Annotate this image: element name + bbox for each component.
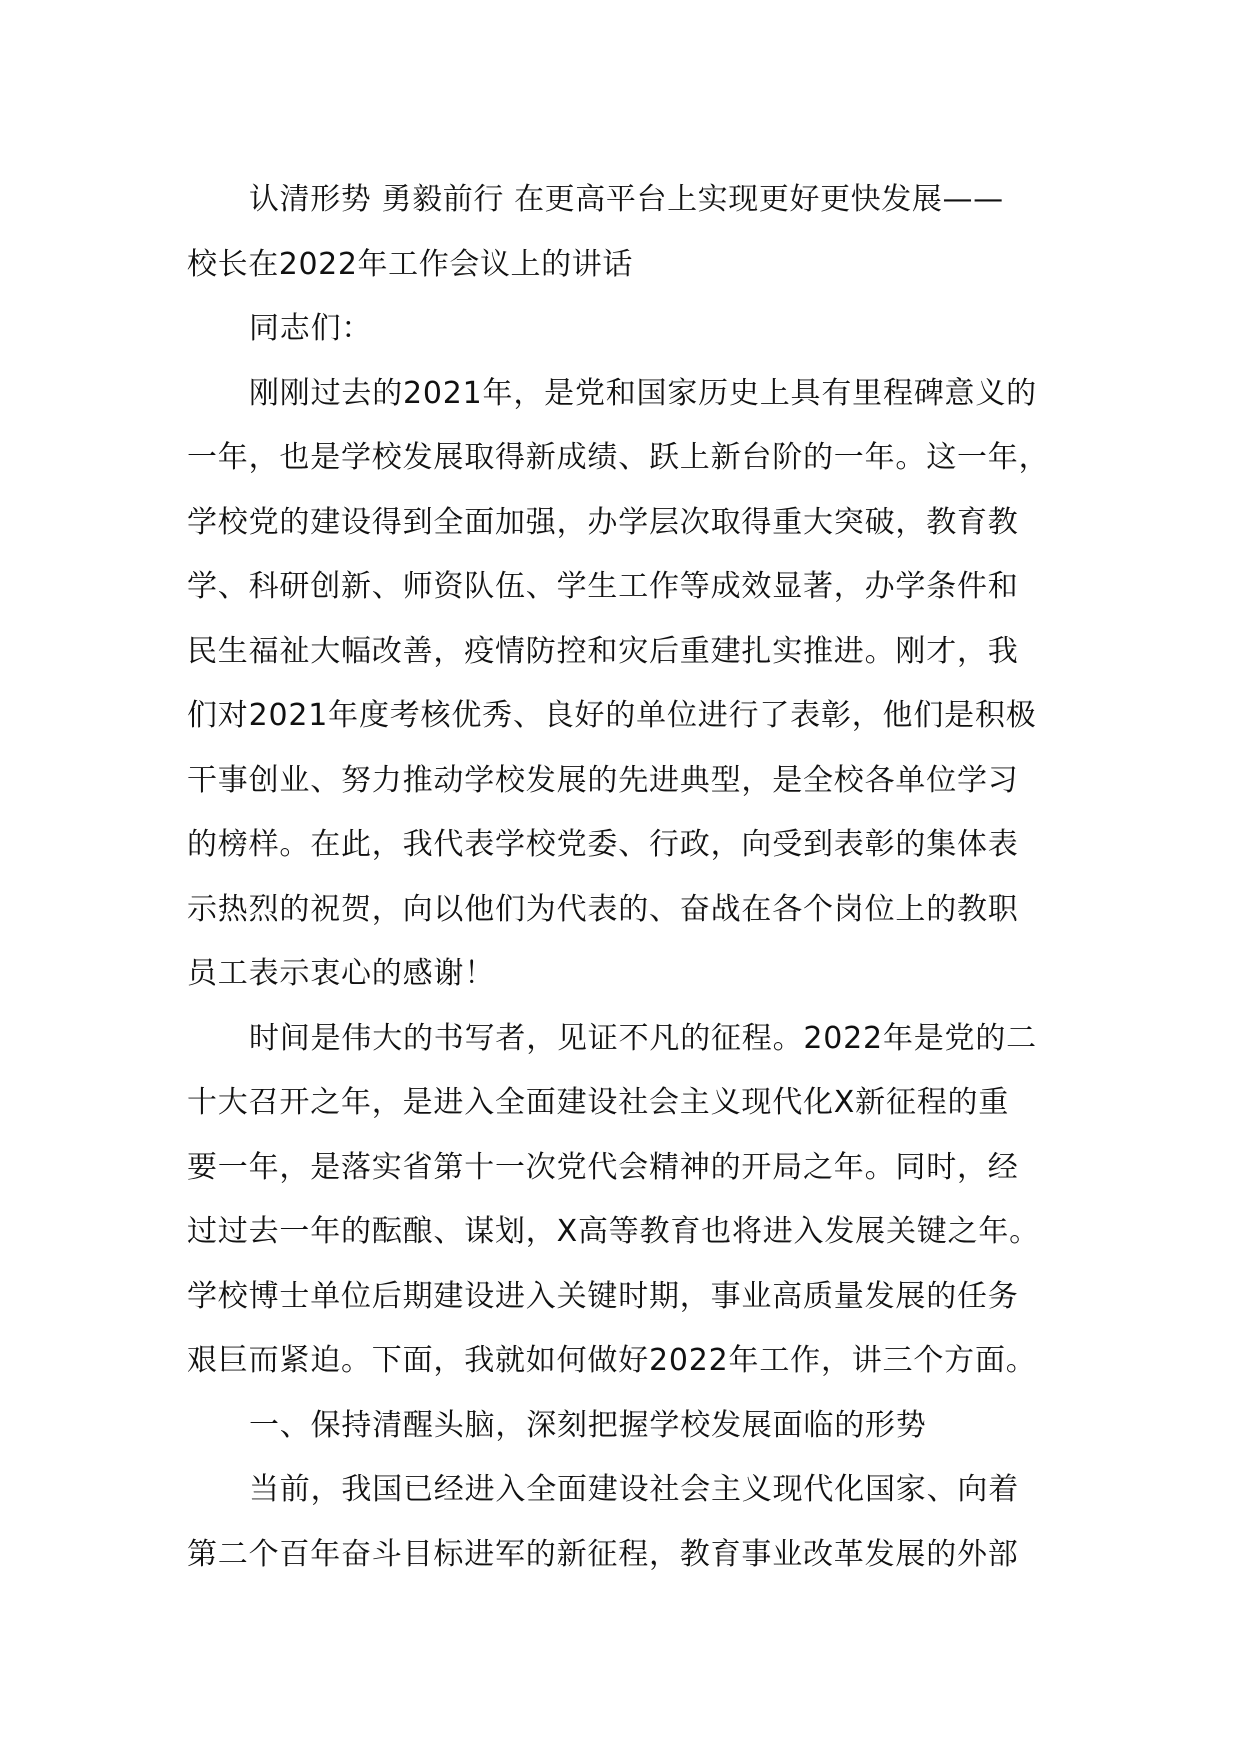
paragraph-2-line: 十大召开之年，是进入全面建设社会主义现代化X新征程的重: [187, 1085, 1010, 1120]
paragraph-1-line: 干事创业、努力推动学校发展的先进典型，是全校各单位学习: [187, 762, 1019, 798]
paragraph-1-line: 学、科研创新、师资队伍、学生工作等成效显著，办学条件和: [187, 569, 1019, 604]
document-body: [187, 168, 1067, 1587]
paragraph-3-line: 当前，我国已经进入全面建设社会主义现代化国家、向着: [249, 1472, 1019, 1507]
paragraph-2-line: 过过去一年的酝酿、谋划，X高等教育也将进入发展关键之年。: [187, 1214, 1040, 1249]
paragraph-1-line: 刚刚过去的2021年，是党和国家历史上具有里程碑意义的: [249, 375, 1037, 411]
salutation: 同志们：: [249, 311, 373, 346]
paragraph-1-line: 员工表示衷心的感谢！: [187, 956, 495, 991]
paragraph-1-line: 学校党的建设得到全面加强，办学层次取得重大突破，教育教: [187, 504, 1019, 540]
paragraph-1-line: 民生福祉大幅改善，疫情防控和灾后重建扎实推进。刚才，我: [187, 633, 1019, 669]
paragraph-1-line: 一年，也是学校发展取得新成绩、跃上新台阶的一年。这一年，: [187, 440, 1050, 475]
paragraph-3-line: 第二个百年奋斗目标进军的新征程，教育事业改革发展的外部: [187, 1536, 1019, 1572]
paragraph-2-line: 要一年，是落实省第十一次党代会精神的开局之年。同时，经: [187, 1149, 1019, 1185]
paragraph-2-line: 时间是伟大的书写者，见证不凡的征程。2022年是党的二: [249, 1020, 1037, 1056]
section-heading-1: 一、保持清醒头脑，深刻把握学校发展面临的形势: [249, 1407, 927, 1443]
paragraph-1-line: 示热烈的祝贺，向以他们为代表的、奋战在各个岗位上的教职: [187, 891, 1019, 927]
paragraph-2-line: 学校博士单位后期建设进入关键时期，事业高质量发展的任务: [187, 1278, 1019, 1314]
document-title-line-2: 校长在2022年工作会议上的讲话: [187, 246, 633, 282]
document-title-line-1: 认清形势 勇毅前行 在更高平台上实现更好更快发展——: [249, 182, 1004, 217]
paragraph-1-line: 们对2021年度考核优秀、良好的单位进行了表彰，他们是积极: [187, 698, 1037, 733]
paragraph-1-line: 的榜样。在此，我代表学校党委、行政，向受到表彰的集体表: [187, 827, 1019, 862]
paragraph-2-line: 艰巨而紧迫。下面，我就如何做好2022年工作，讲三个方面。: [187, 1343, 1037, 1378]
